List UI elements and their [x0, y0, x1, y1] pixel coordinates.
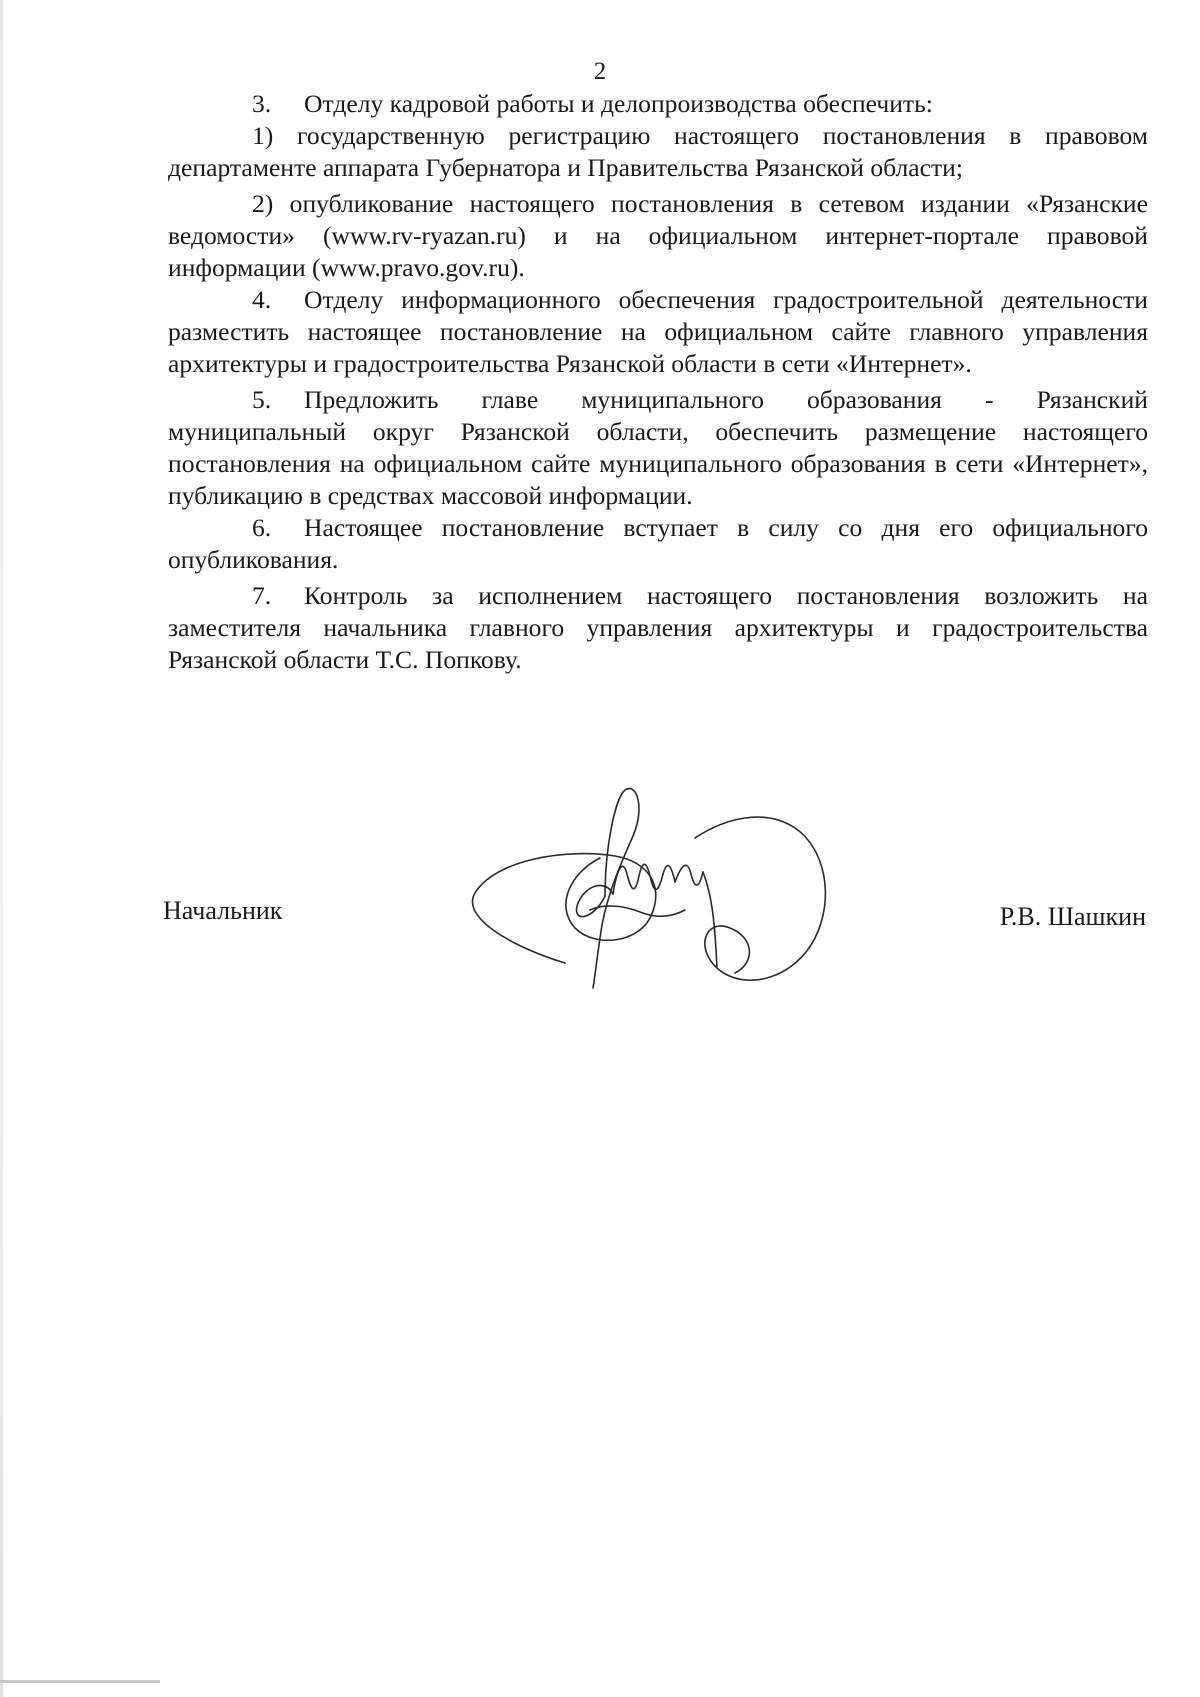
paragraph-text: 2) опубликование настоящего постановления в сетевом издании «Рязанские ведомости» (www.rv-ryazan.ru) и на официальном интернет-портале правовой информации (www.pravo.gov.ru).: [168, 189, 1148, 282]
paragraph-3: [168, 88, 1148, 120]
paragraph-4: [168, 284, 1148, 380]
paragraph-number: 6.: [252, 513, 272, 542]
paragraph-7: [168, 580, 1148, 676]
paragraph-6: [168, 512, 1148, 576]
signatory-title: Начальник: [163, 896, 283, 925]
paragraph-3-2: [168, 188, 1148, 284]
paragraph-text: 1) государственную регистрацию настоящего постановления в правовом департаменте аппарата Губернатора и Правительства Рязанской области;: [168, 121, 1148, 182]
paragraph-text: Настоящее постановление вступает в силу со дня его официального опубликования.: [168, 513, 1148, 574]
document-body: [168, 88, 1148, 676]
scan-bottom-mark: [0, 1680, 160, 1683]
page-number: 2: [593, 58, 607, 85]
signature-block: [0, 778, 1200, 1018]
paragraph-3-1: [168, 120, 1148, 184]
paragraph-number: 3.: [252, 89, 272, 118]
handwritten-signature: [455, 778, 875, 1013]
signatory-name: Р.В. Шашкин: [999, 902, 1146, 931]
paragraph-number: 4.: [252, 285, 272, 314]
paragraph-number: 5.: [252, 385, 272, 414]
paragraph-text: Отделу кадровой работы и делопроизводства обеспечить:: [304, 89, 933, 118]
paragraph-5: [168, 384, 1148, 512]
paragraph-text: Отделу информационного обеспечения градостроительной деятельности разместить настоящее постановление на официальном сайте главного управления архитектуры и градостроительства Рязанской области в сети «Интернет».: [168, 285, 1148, 378]
paragraph-number: 7.: [252, 581, 272, 610]
paragraph-text: Предложить главе муниципального образования - Рязанский муниципальный округ Рязанской области, обеспечить размещение настоящего постановления на официальном сайте муниципального образования в сети «Интернет», публикацию в средствах массовой информации.: [168, 385, 1148, 510]
paragraph-text: Контроль за исполнением настоящего постановления возложить на заместителя начальника главного управления архитектуры и градостроительства Рязанской области Т.С. Попкову.: [168, 581, 1148, 674]
